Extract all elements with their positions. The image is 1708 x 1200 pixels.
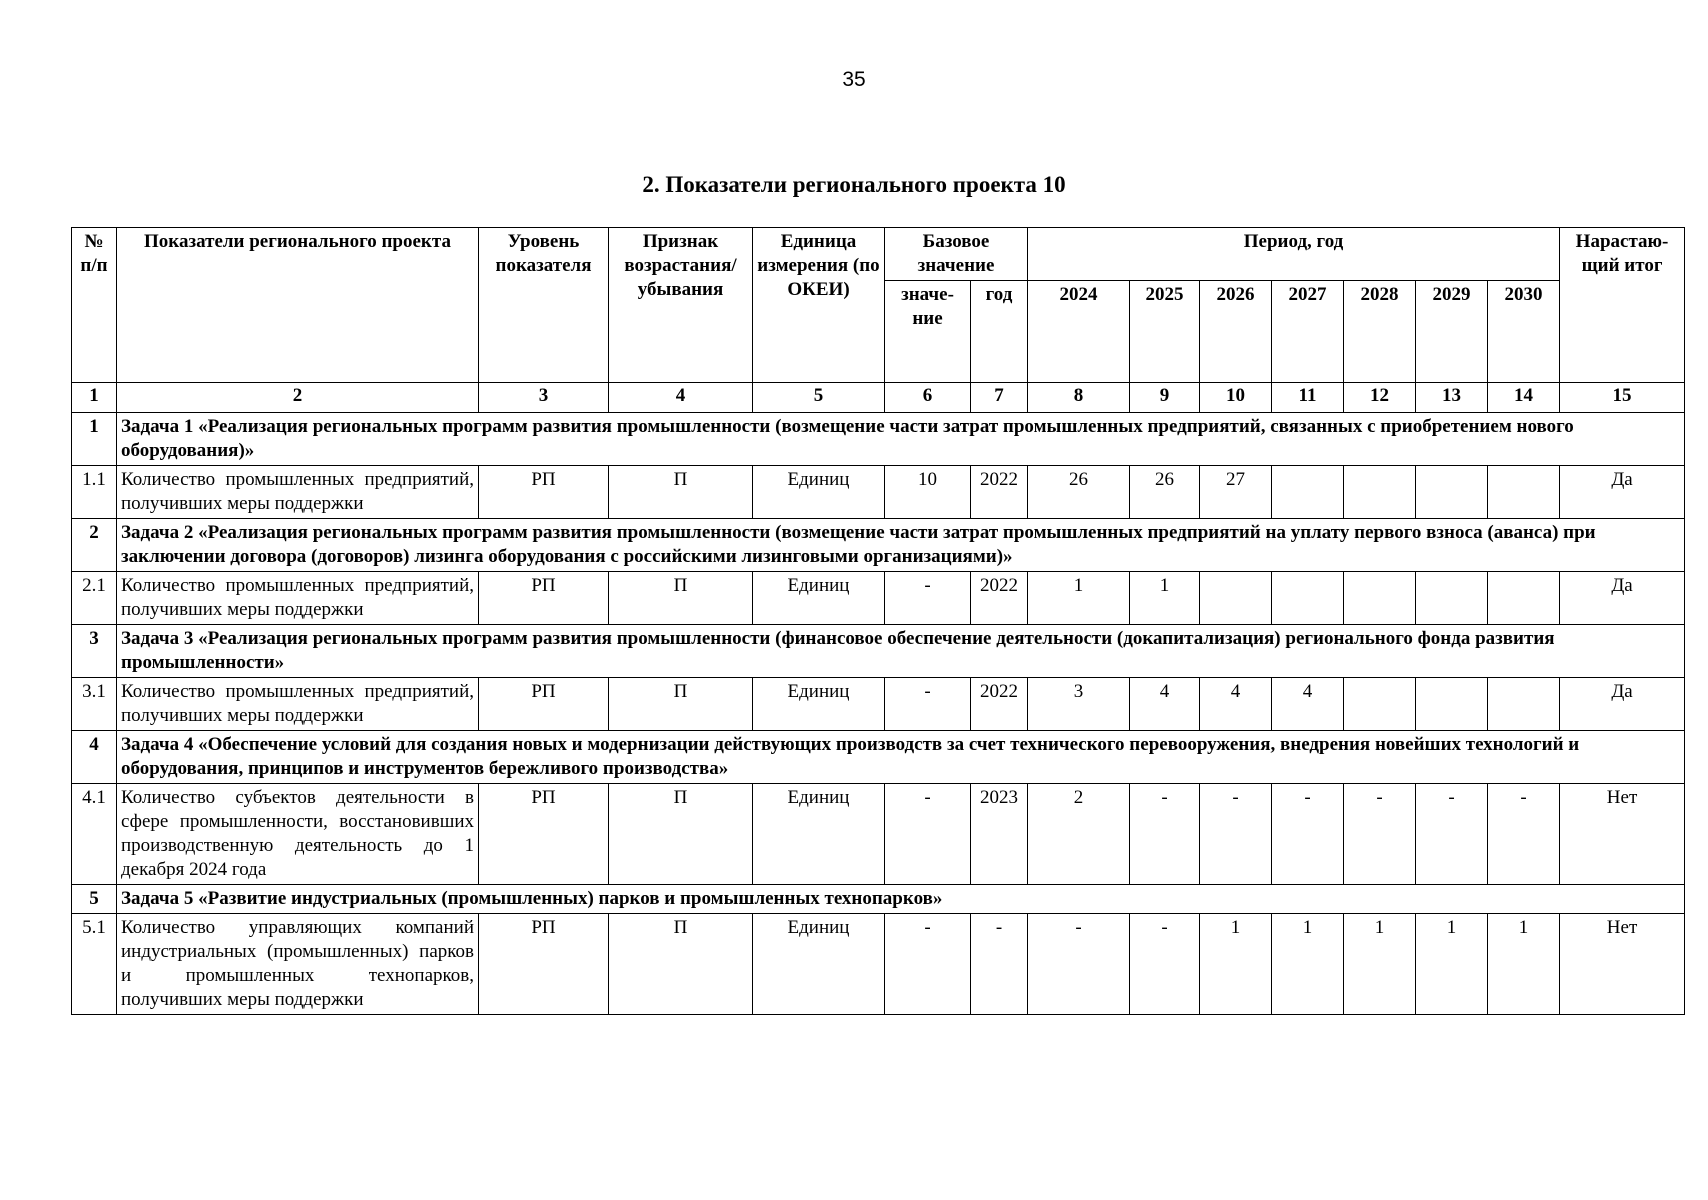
- year-value: [1416, 678, 1488, 731]
- indicator-level: РП: [479, 572, 609, 625]
- year-value: 1: [1344, 914, 1416, 1015]
- task-row: [72, 519, 1685, 572]
- cumulative-total: Да: [1560, 572, 1685, 625]
- indicator-unit: Единиц: [753, 784, 885, 885]
- base-year: 2023: [971, 784, 1028, 885]
- column-number: 3: [479, 383, 609, 413]
- indicator-number: 2.1: [72, 572, 117, 625]
- year-value: -: [1416, 784, 1488, 885]
- cumulative-total: Нет: [1560, 914, 1685, 1015]
- header-unit: Единица измерения (по ОКЕИ): [753, 228, 885, 383]
- year-value: -: [1344, 784, 1416, 885]
- indicator-name: Количество промышленных предприятий, получивших меры поддержки: [117, 572, 479, 625]
- table-body: [72, 413, 1685, 1015]
- column-number: 4: [609, 383, 753, 413]
- task-number: 1: [72, 413, 117, 466]
- indicator-number: 5.1: [72, 914, 117, 1015]
- header-year: 2029: [1416, 281, 1488, 383]
- column-number: 5: [753, 383, 885, 413]
- year-value: 1: [1416, 914, 1488, 1015]
- year-value: [1344, 678, 1416, 731]
- indicator-number: 1.1: [72, 466, 117, 519]
- column-number: 9: [1130, 383, 1200, 413]
- year-value: -: [1200, 784, 1272, 885]
- column-number: 10: [1200, 383, 1272, 413]
- year-value: 1: [1028, 572, 1130, 625]
- year-value: [1488, 678, 1560, 731]
- indicators-table: [71, 227, 1685, 1015]
- year-value: 1: [1272, 914, 1344, 1015]
- column-number: 13: [1416, 383, 1488, 413]
- task-title: Задача 4 «Обеспечение условий для создания новых и модернизации действующих производств за счет технического перевооружения, внедрения новейших технологий и оборудования, принципов и инструментов бережливого производства»: [117, 731, 1685, 784]
- indicator-name: Количество субъектов деятельности в сфере промышленности, восстановивших производственную деятельность до 1 декабря 2024 года: [117, 784, 479, 885]
- header-indicator: Показатели регионального проекта: [117, 228, 479, 383]
- year-value: 4: [1130, 678, 1200, 731]
- indicator-row: [72, 784, 1685, 885]
- page-number: 35: [842, 68, 866, 91]
- year-value: 27: [1200, 466, 1272, 519]
- year-value: [1344, 572, 1416, 625]
- base-value: -: [885, 678, 971, 731]
- year-value: -: [1272, 784, 1344, 885]
- indicator-row: [72, 572, 1685, 625]
- indicator-level: РП: [479, 466, 609, 519]
- indicator-sign: П: [609, 466, 753, 519]
- task-number: 3: [72, 625, 117, 678]
- task-title: Задача 5 «Развитие индустриальных (промышленных) парков и промышленных технопарков»: [117, 885, 1685, 914]
- year-value: 4: [1200, 678, 1272, 731]
- cumulative-total: Нет: [1560, 784, 1685, 885]
- year-value: -: [1028, 914, 1130, 1015]
- base-value: -: [885, 572, 971, 625]
- year-value: -: [1130, 914, 1200, 1015]
- base-year: -: [971, 914, 1028, 1015]
- column-number: 6: [885, 383, 971, 413]
- task-row: [72, 413, 1685, 466]
- header-base-year: год: [971, 281, 1028, 383]
- header-year: 2028: [1344, 281, 1416, 383]
- cumulative-total: Да: [1560, 678, 1685, 731]
- indicator-name: Количество промышленных предприятий, получивших меры поддержки: [117, 466, 479, 519]
- task-number: 2: [72, 519, 117, 572]
- column-number: 11: [1272, 383, 1344, 413]
- column-number: 1: [72, 383, 117, 413]
- base-year: 2022: [971, 572, 1028, 625]
- task-title: Задача 3 «Реализация региональных программ развития промышленности (финансовое обеспечение деятельности (докапитализация) регионального фонда развития промышленности»: [117, 625, 1685, 678]
- indicator-level: РП: [479, 678, 609, 731]
- header-period: Период, год: [1028, 228, 1560, 281]
- indicator-number: 4.1: [72, 784, 117, 885]
- header-year: 2030: [1488, 281, 1560, 383]
- column-number: 12: [1344, 383, 1416, 413]
- cumulative-total: Да: [1560, 466, 1685, 519]
- header-year: 2025: [1130, 281, 1200, 383]
- indicator-sign: П: [609, 914, 753, 1015]
- indicator-name: Количество управляющих компаний индустриальных (промышленных) парков и промышленных технопарков, получивших меры поддержки: [117, 914, 479, 1015]
- year-value: [1272, 572, 1344, 625]
- base-year: 2022: [971, 678, 1028, 731]
- indicator-row: [72, 466, 1685, 519]
- indicator-sign: П: [609, 572, 753, 625]
- year-value: [1488, 466, 1560, 519]
- indicator-row: [72, 914, 1685, 1015]
- column-number: 2: [117, 383, 479, 413]
- task-title: Задача 1 «Реализация региональных программ развития промышленности (возмещение части затрат промышленных предприятий, связанных с приобретением нового оборудования)»: [117, 413, 1685, 466]
- year-value: [1272, 466, 1344, 519]
- year-value: [1416, 466, 1488, 519]
- year-value: 1: [1130, 572, 1200, 625]
- year-value: -: [1488, 784, 1560, 885]
- column-number: 15: [1560, 383, 1685, 413]
- base-value: 10: [885, 466, 971, 519]
- indicator-sign: П: [609, 678, 753, 731]
- column-number: 14: [1488, 383, 1560, 413]
- indicator-name: Количество промышленных предприятий, получивших меры поддержки: [117, 678, 479, 731]
- header-year: 2027: [1272, 281, 1344, 383]
- header-year: 2026: [1200, 281, 1272, 383]
- header-sign: Признак возрастания/ убывания: [609, 228, 753, 383]
- year-value: 1: [1488, 914, 1560, 1015]
- task-title: Задача 2 «Реализация региональных программ развития промышленности (возмещение части затрат промышленных предприятий на уплату первого взноса (аванса) при заключении договора (договоров) лизинга оборудования с российскими лизинговыми организациями)»: [117, 519, 1685, 572]
- indicator-unit: Единиц: [753, 914, 885, 1015]
- indicator-unit: Единиц: [753, 466, 885, 519]
- task-number: 5: [72, 885, 117, 914]
- indicator-number: 3.1: [72, 678, 117, 731]
- task-row: [72, 885, 1685, 914]
- year-value: 2: [1028, 784, 1130, 885]
- header-base: Базовое значение: [885, 228, 1028, 281]
- year-value: 1: [1200, 914, 1272, 1015]
- task-row: [72, 731, 1685, 784]
- indicator-unit: Единиц: [753, 678, 885, 731]
- year-value: 26: [1130, 466, 1200, 519]
- year-value: 26: [1028, 466, 1130, 519]
- year-value: [1200, 572, 1272, 625]
- task-number: 4: [72, 731, 117, 784]
- header-cumulative: Нарастаю-щий итог: [1560, 228, 1685, 383]
- indicator-level: РП: [479, 914, 609, 1015]
- indicator-row: [72, 678, 1685, 731]
- header-base-value: значе-ние: [885, 281, 971, 383]
- indicator-level: РП: [479, 784, 609, 885]
- base-year: 2022: [971, 466, 1028, 519]
- column-number: 8: [1028, 383, 1130, 413]
- base-value: -: [885, 784, 971, 885]
- year-value: [1488, 572, 1560, 625]
- base-value: -: [885, 914, 971, 1015]
- indicator-unit: Единиц: [753, 572, 885, 625]
- header-num: № п/п: [72, 228, 117, 383]
- year-value: 4: [1272, 678, 1344, 731]
- header-year: 2024: [1028, 281, 1130, 383]
- indicator-sign: П: [609, 784, 753, 885]
- column-number: 7: [971, 383, 1028, 413]
- year-value: [1344, 466, 1416, 519]
- task-row: [72, 625, 1685, 678]
- page-title: 2. Показатели регионального проекта 10: [642, 172, 1066, 197]
- header-level: Уровень показателя: [479, 228, 609, 383]
- year-value: [1416, 572, 1488, 625]
- year-value: -: [1130, 784, 1200, 885]
- year-value: 3: [1028, 678, 1130, 731]
